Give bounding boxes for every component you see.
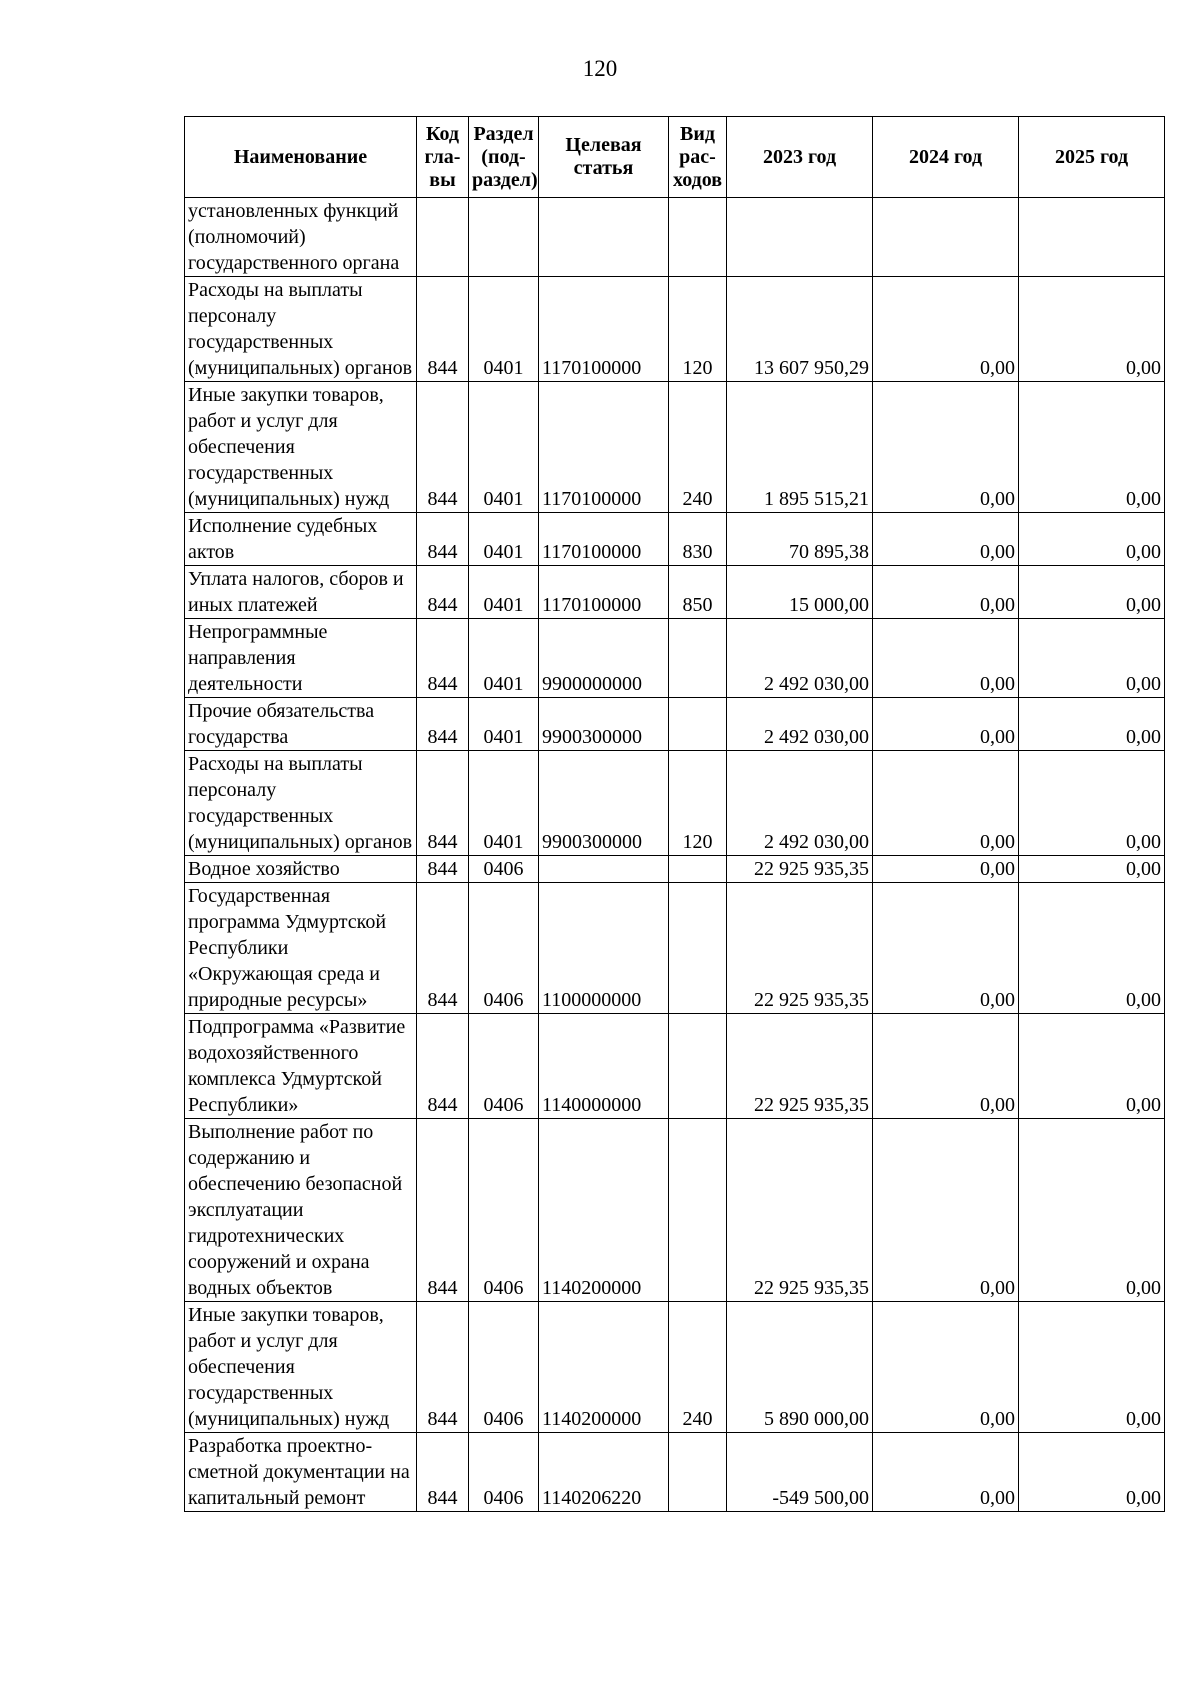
header-razdel: Раздел (под- раздел) bbox=[469, 117, 539, 198]
cell-target: 9900000000 bbox=[539, 619, 669, 698]
cell-target: 9900300000 bbox=[539, 698, 669, 751]
cell-2025: 0,00 bbox=[1019, 1014, 1165, 1119]
cell-vid bbox=[669, 198, 727, 277]
cell-2025: 0,00 bbox=[1019, 382, 1165, 513]
cell-razdel: 0406 bbox=[469, 1119, 539, 1302]
cell-2025: 0,00 bbox=[1019, 1433, 1165, 1512]
cell-kod: 844 bbox=[417, 698, 469, 751]
table-row bbox=[185, 1302, 1165, 1433]
header-kod: Код гла- вы bbox=[417, 117, 469, 198]
cell-2024: 0,00 bbox=[873, 277, 1019, 382]
cell-name: Уплата налогов, сборов и иных платежей bbox=[185, 566, 417, 619]
cell-name: Иные закупки товаров, работ и услуг для обеспечения государственных (муниципальных) нужд bbox=[185, 1302, 417, 1433]
cell-2024: 0,00 bbox=[873, 1119, 1019, 1302]
table-row bbox=[185, 856, 1165, 883]
table-row bbox=[185, 198, 1165, 277]
header-2025: 2025 год bbox=[1019, 117, 1165, 198]
cell-name: Иные закупки товаров, работ и услуг для обеспечения государственных (муниципальных) нужд bbox=[185, 382, 417, 513]
cell-2023: 2 492 030,00 bbox=[727, 698, 873, 751]
cell-target bbox=[539, 856, 669, 883]
cell-vid bbox=[669, 619, 727, 698]
cell-vid: 120 bbox=[669, 277, 727, 382]
cell-razdel: 0401 bbox=[469, 751, 539, 856]
cell-target: 9900300000 bbox=[539, 751, 669, 856]
cell-2025: 0,00 bbox=[1019, 513, 1165, 566]
cell-2025: 0,00 bbox=[1019, 1119, 1165, 1302]
cell-razdel: 0401 bbox=[469, 566, 539, 619]
table-row bbox=[185, 1433, 1165, 1512]
cell-razdel: 0401 bbox=[469, 513, 539, 566]
table-row bbox=[185, 513, 1165, 566]
cell-target: 1170100000 bbox=[539, 566, 669, 619]
cell-razdel: 0406 bbox=[469, 1433, 539, 1512]
cell-2024: 0,00 bbox=[873, 883, 1019, 1014]
cell-name: Выполнение работ по содержанию и обеспечению безопасной эксплуатации гидротехнических сооружений и охрана водных объектов bbox=[185, 1119, 417, 1302]
cell-target: 1140200000 bbox=[539, 1119, 669, 1302]
table-row bbox=[185, 1119, 1165, 1302]
cell-kod: 844 bbox=[417, 1433, 469, 1512]
cell-target: 1170100000 bbox=[539, 382, 669, 513]
cell-name: Водное хозяйство bbox=[185, 856, 417, 883]
cell-vid bbox=[669, 1433, 727, 1512]
table-row bbox=[185, 619, 1165, 698]
cell-2023: 5 890 000,00 bbox=[727, 1302, 873, 1433]
cell-target bbox=[539, 198, 669, 277]
cell-vid: 850 bbox=[669, 566, 727, 619]
cell-2024: 0,00 bbox=[873, 1302, 1019, 1433]
cell-2025: 0,00 bbox=[1019, 698, 1165, 751]
cell-kod: 844 bbox=[417, 513, 469, 566]
cell-kod: 844 bbox=[417, 619, 469, 698]
cell-razdel: 0401 bbox=[469, 277, 539, 382]
cell-2025: 0,00 bbox=[1019, 566, 1165, 619]
table-row bbox=[185, 277, 1165, 382]
cell-2025: 0,00 bbox=[1019, 619, 1165, 698]
cell-2023: 70 895,38 bbox=[727, 513, 873, 566]
header-target: Целевая статья bbox=[539, 117, 669, 198]
cell-razdel bbox=[469, 198, 539, 277]
cell-razdel: 0406 bbox=[469, 1302, 539, 1433]
cell-2024: 0,00 bbox=[873, 382, 1019, 513]
cell-target: 1140200000 bbox=[539, 1302, 669, 1433]
cell-target: 1100000000 bbox=[539, 883, 669, 1014]
page-number: 120 bbox=[582, 56, 618, 81]
header-name: Наименование bbox=[185, 117, 417, 198]
cell-name: установленных функций (полномочий) государственного органа bbox=[185, 198, 417, 277]
table-row bbox=[185, 382, 1165, 513]
cell-target: 1140000000 bbox=[539, 1014, 669, 1119]
cell-target: 1170100000 bbox=[539, 513, 669, 566]
table-row bbox=[185, 751, 1165, 856]
cell-razdel: 0401 bbox=[469, 698, 539, 751]
cell-razdel: 0401 bbox=[469, 619, 539, 698]
cell-2024 bbox=[873, 198, 1019, 277]
cell-2025: 0,00 bbox=[1019, 751, 1165, 856]
cell-2023: 15 000,00 bbox=[727, 566, 873, 619]
cell-razdel: 0406 bbox=[469, 856, 539, 883]
cell-name: Разработка проектно-сметной документации на капитальный ремонт bbox=[185, 1433, 417, 1512]
cell-vid: 120 bbox=[669, 751, 727, 856]
header-vid: Вид рас- ходов bbox=[669, 117, 727, 198]
cell-2023: 22 925 935,35 bbox=[727, 883, 873, 1014]
table-header-row bbox=[185, 117, 1165, 198]
cell-2024: 0,00 bbox=[873, 619, 1019, 698]
header-2024: 2024 год bbox=[873, 117, 1019, 198]
cell-kod: 844 bbox=[417, 1302, 469, 1433]
cell-name: Государственная программа Удмуртской Республики «Окружающая среда и природные ресурсы» bbox=[185, 883, 417, 1014]
cell-2023: 2 492 030,00 bbox=[727, 751, 873, 856]
cell-2025: 0,00 bbox=[1019, 277, 1165, 382]
cell-2023: 22 925 935,35 bbox=[727, 856, 873, 883]
header-2023: 2023 год bbox=[727, 117, 873, 198]
cell-2025: 0,00 bbox=[1019, 1302, 1165, 1433]
cell-name: Расходы на выплаты персоналу государственных (муниципальных) органов bbox=[185, 751, 417, 856]
table-row bbox=[185, 698, 1165, 751]
cell-2024: 0,00 bbox=[873, 698, 1019, 751]
cell-2023: 2 492 030,00 bbox=[727, 619, 873, 698]
cell-2024: 0,00 bbox=[873, 751, 1019, 856]
cell-name: Исполнение судебных актов bbox=[185, 513, 417, 566]
cell-kod: 844 bbox=[417, 382, 469, 513]
cell-2024: 0,00 bbox=[873, 566, 1019, 619]
cell-2024: 0,00 bbox=[873, 1014, 1019, 1119]
cell-kod: 844 bbox=[417, 751, 469, 856]
table-row bbox=[185, 1014, 1165, 1119]
cell-2023: 1 895 515,21 bbox=[727, 382, 873, 513]
budget-table bbox=[184, 116, 1165, 1512]
cell-name: Расходы на выплаты персоналу государственных (муниципальных) органов bbox=[185, 277, 417, 382]
cell-kod: 844 bbox=[417, 856, 469, 883]
cell-kod: 844 bbox=[417, 277, 469, 382]
cell-kod: 844 bbox=[417, 1119, 469, 1302]
table-row bbox=[185, 883, 1165, 1014]
cell-kod: 844 bbox=[417, 883, 469, 1014]
cell-2023: 22 925 935,35 bbox=[727, 1014, 873, 1119]
cell-kod bbox=[417, 198, 469, 277]
cell-2025: 0,00 bbox=[1019, 856, 1165, 883]
cell-2023: -549 500,00 bbox=[727, 1433, 873, 1512]
cell-target: 1170100000 bbox=[539, 277, 669, 382]
cell-target: 1140206220 bbox=[539, 1433, 669, 1512]
cell-vid: 240 bbox=[669, 1302, 727, 1433]
cell-2023: 22 925 935,35 bbox=[727, 1119, 873, 1302]
cell-razdel: 0406 bbox=[469, 1014, 539, 1119]
cell-razdel: 0401 bbox=[469, 382, 539, 513]
cell-name: Прочие обязательства государства bbox=[185, 698, 417, 751]
cell-2023: 13 607 950,29 bbox=[727, 277, 873, 382]
cell-vid: 240 bbox=[669, 382, 727, 513]
cell-2025 bbox=[1019, 198, 1165, 277]
cell-2024: 0,00 bbox=[873, 856, 1019, 883]
cell-vid bbox=[669, 883, 727, 1014]
cell-2025: 0,00 bbox=[1019, 883, 1165, 1014]
cell-vid bbox=[669, 1014, 727, 1119]
cell-2024: 0,00 bbox=[873, 1433, 1019, 1512]
cell-kod: 844 bbox=[417, 566, 469, 619]
table-body bbox=[185, 198, 1165, 1512]
cell-vid: 830 bbox=[669, 513, 727, 566]
cell-kod: 844 bbox=[417, 1014, 469, 1119]
cell-name: Подпрограмма «Развитие водохозяйственного комплекса Удмуртской Республики» bbox=[185, 1014, 417, 1119]
cell-vid bbox=[669, 1119, 727, 1302]
cell-razdel: 0406 bbox=[469, 883, 539, 1014]
cell-2024: 0,00 bbox=[873, 513, 1019, 566]
cell-vid bbox=[669, 856, 727, 883]
cell-name: Непрограммные направления деятельности bbox=[185, 619, 417, 698]
cell-2023 bbox=[727, 198, 873, 277]
cell-vid bbox=[669, 698, 727, 751]
table-row bbox=[185, 566, 1165, 619]
